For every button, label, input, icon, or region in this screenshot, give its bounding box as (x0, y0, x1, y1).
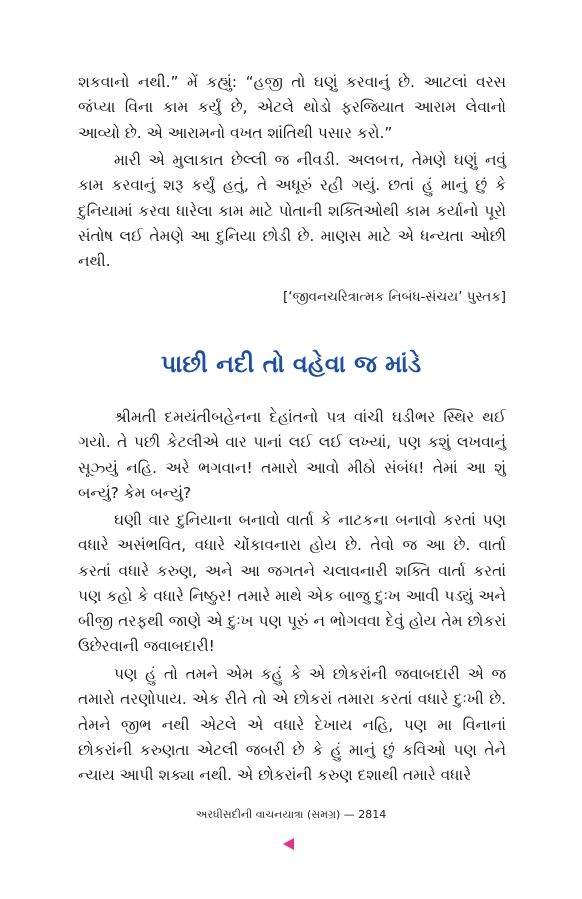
chapter-title: પાછી નદી તો વહેવા જ માંડે (160, 350, 422, 378)
paragraph-visit: મારી એ મુલાકાત છેલ્લી જ નીવડી. અલબત્ત, તેમણે ઘણું નવું કામ કરવાનું શરૂ કર્યું હતું, તે અધૂરું રહી ગયું. છતાં હું માનું છું કે દુનિયામાં કરવા ધારેલા કામ માટે પોતાની શક્તિઓથી કામ કર્યાનો પૂરો સંતોષ લઈ તેમણે આ દુનિયા છોડી છે. માણસ માટે એ ધન્યતા ઓછી નથી. (78, 151, 506, 271)
source-citation: [‘જીવનચરિત્રાત્મક નિબંધ-સંચય’ પુસ્તક] (283, 289, 506, 305)
paragraph-2: ઘણી વાર દુનિયાના બનાવો વાર્તા કે નાટકના બનાવો કરતાં પણ વધારે અસંભવિત, વધારે ચોંકાવનારા હોય છે. તેવો જ આ છે. વાર્તા કરતાં વધારે કરુણ, અને આ જગતને ચલાવનારી શક્તિ વાર્તા કરતાં પણ કહો કે વધારે નિષ્ઠુર! તમારે માથે એક બાજુ દુઃખ આવી પડ્યું અને બીજી તરફથી જાણે એ દુઃખ પણ પૂરું ન ભોગવવા દેવું હોય તેમ છોકરાં ઉછેરવાની જવાબદારી! (78, 511, 506, 656)
page-footer: અરધીસદીની વાચનયાત્રા (સમગ્ર) — 2814 (195, 808, 387, 821)
paragraph-intro: શકવાનો નથી.” મેં કહ્યું: “હજી તો ઘણું કરવાનું છે. આટલાં વરસ જંપ્યા વિના કામ કર્યું છે, એટલે થોડો ફરજિયાત આરામ લેવાનો આવ્યો છે. એ આરામનો વખત શાંતિથી પસાર કરો.” (78, 73, 506, 142)
paragraph-3: પણ હું તો તમને એમ કહું કે એ છોકરાંની જવાબદારી એ જ તમારો તરણોપાય. એક રીતે તો એ છોકરાં તમારા કરતાં વધારે દુઃખી છે. તેમને જીભ નથી એટલે એ વધારે દેખાય નહિ, પણ મા વિનાનાં છોકરાંની કરુણતા એટલી જબરી છે કે હું માનું છું કવિઓ પણ તેને ન્યાય આપી શક્યા નથી. એ છોકરાંની કરુણ દશાથી તમારે વધારે (78, 665, 506, 785)
paragraph-1: શ્રીમતી દમયંતીબહેનના દેહાંતનો પત્ર વાંચી ઘડીભર સ્થિર થઈ ગયો. તે પછી કેટલીએ વાર પાનાં લઈ લઈ લખ્યાં, પણ કશું લખવાનું સૂઝ્યું નહિ. અરે ભગવાન! તમારો આવો મીઠો સંબંધ! તેમાં આ શું બન્યું? કેમ બન્યું? (78, 408, 506, 502)
previous-page-icon[interactable] (283, 838, 294, 850)
